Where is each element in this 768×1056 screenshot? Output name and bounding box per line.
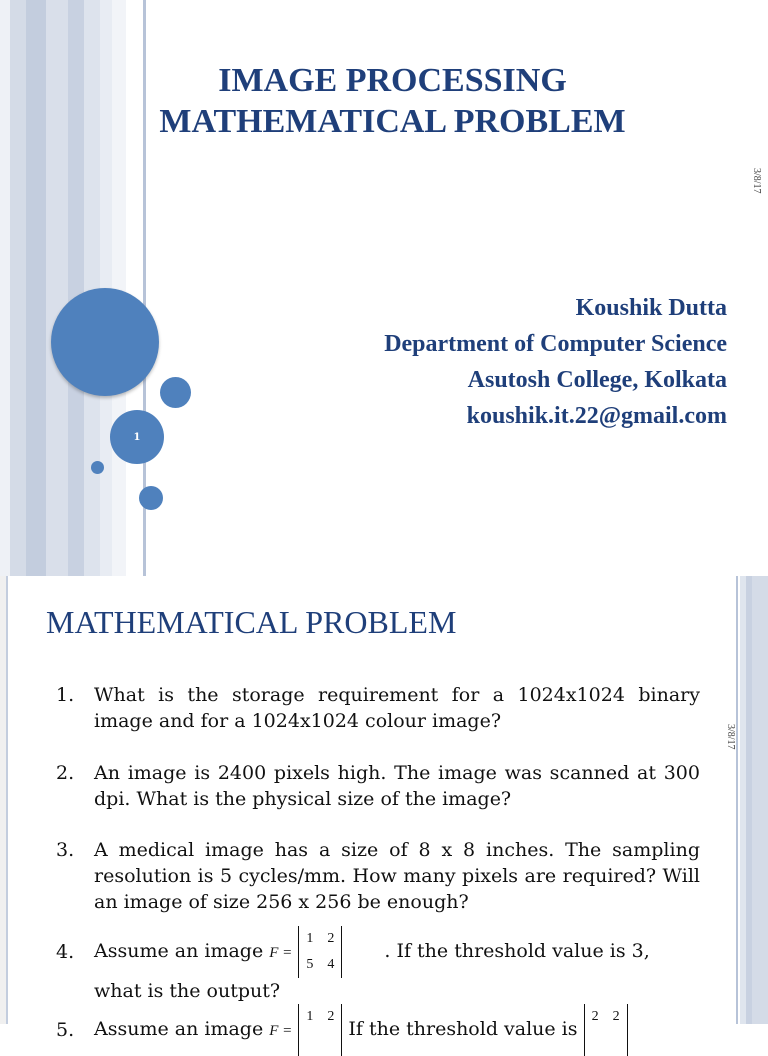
left-border-line [6, 576, 8, 1024]
problem-slide [0, 576, 768, 1041]
question-item [56, 682, 700, 734]
question-text-after: If the threshold value is [348, 1018, 578, 1040]
matrix-cell: 4 [327, 957, 335, 972]
decorative-circle [160, 377, 191, 408]
question-number: 1. [56, 684, 75, 706]
question-text [94, 1004, 700, 1056]
question-text-after: . If the threshold value is 3, what is the output? [94, 940, 650, 1002]
question-item [56, 1004, 700, 1056]
question-item [56, 926, 700, 1004]
slide-title [100, 60, 685, 142]
question-item [56, 760, 700, 812]
author-block [384, 290, 727, 434]
question-text: What is the storage requirement for a 1024x1024 binary image and for a 1024x1024 colour image? [94, 684, 700, 732]
decorative-circle-small [91, 461, 104, 474]
slide-title: MATHEMATICAL PROBLEM [46, 604, 457, 640]
author-department: Department of Computer Science [384, 331, 727, 357]
question-number: 5. [56, 1019, 75, 1041]
matrix-label: F = [269, 945, 293, 961]
left-stripe [10, 0, 26, 576]
matrix-cell: 2 [591, 1009, 599, 1024]
matrix-cell: 2 [327, 931, 335, 946]
decorative-circle [139, 486, 163, 510]
image-matrix [298, 1004, 342, 1056]
decorative-circle-large [51, 288, 159, 396]
matrix-label: F = [269, 1023, 293, 1039]
left-stripe [0, 0, 10, 576]
matrix-cell: 1 [306, 931, 314, 946]
threshold-matrix [584, 1004, 628, 1056]
author-college: Asutosh College, Kolkata [467, 367, 727, 393]
slide-date: 3/8/17 [725, 724, 736, 750]
matrix-cell: 1 [306, 1009, 314, 1024]
question-text [94, 926, 700, 1004]
slide-number-circle [110, 410, 164, 464]
question-number: 2. [56, 762, 75, 784]
left-stripe [26, 0, 46, 576]
right-stripe [736, 576, 738, 1024]
question-text-before: Assume an image [94, 1018, 264, 1040]
question-item [56, 837, 700, 915]
question-text-before: Assume an image [94, 940, 264, 962]
matrix-cell: 2 [327, 1009, 335, 1024]
question-text: An image is 2400 pixels high. The image was scanned at 300 dpi. What is the physical size of the image? [94, 762, 700, 810]
author-email: koushik.it.22@gmail.com [466, 403, 727, 429]
question-number: 4. [56, 941, 75, 963]
question-text: A medical image has a size of 8 x 8 inches. The sampling resolution is 5 cycles/mm. How many pixels are required? Will an image of size 256 x 256 be enough? [94, 839, 700, 913]
matrix-cell: 2 [612, 1009, 620, 1024]
matrix-cell: 5 [306, 957, 314, 972]
image-matrix [298, 926, 342, 978]
right-stripe [752, 576, 768, 1024]
author-name: Koushik Dutta [575, 295, 727, 321]
slide-date: 3/8/17 [751, 168, 762, 194]
left-stripe [68, 0, 84, 576]
slide-number: 1 [133, 431, 141, 443]
title-line-1: IMAGE PROCESSING [218, 62, 567, 99]
left-stripe [46, 0, 68, 576]
title-line-2: MATHEMATICAL PROBLEM [159, 103, 626, 140]
question-number: 3. [56, 839, 75, 861]
